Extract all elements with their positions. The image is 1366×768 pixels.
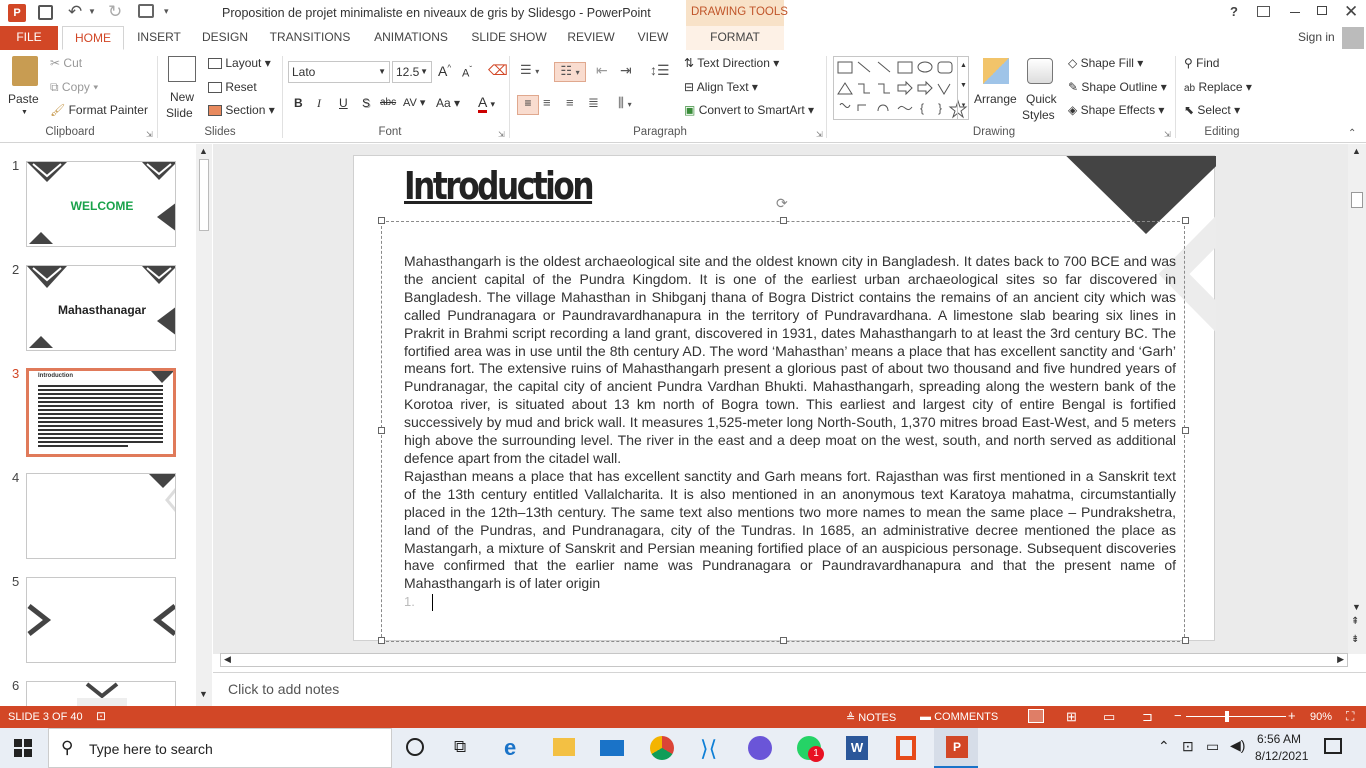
editing-group-label: Editing: [1204, 126, 1240, 138]
tab-file[interactable]: FILE: [0, 26, 58, 50]
paragraph-2: Rajasthan means a place that has excellent sanctity and Garh means fort. Rajasthan was first mentioned in a Sanskrit text of the 13th century entitled Vallalcharita. It is also mentioned in an anonymous text Karatoya mahatma, circumstantially placed in the 12th–13th century. The same text also mentions two more names to mean the same place – Pundrakshetra, land of the Pundras, and Pundranagara, city of the Tundras. In 1685, an administrative decree mentioned the place as Mastangarh, a mixture of Sanskrit and Persian meaning fortified place of an auspicious personage. Subsequent discoveries have confirmed that the earlier name was Pundranagara or Paundravardhanapura and that the present name of Mahasthangarh is of later origin: [404, 467, 1176, 592]
copy-button: ⧉ Copy ▾: [50, 80, 99, 94]
replace-label: Replace: [1198, 80, 1243, 94]
slide-thumbnail-6[interactable]: [26, 681, 176, 706]
resize-handle[interactable]: [780, 217, 787, 224]
change-case-label: Aa: [436, 96, 451, 110]
shrink-font-label: A: [462, 67, 470, 80]
slides-group-label: Slides: [204, 126, 236, 138]
replace-button[interactable]: ab Replace ▾: [1184, 80, 1252, 94]
shrink-font-button[interactable]: $A^ˇ$: [462, 65, 473, 80]
slide-3[interactable]: [353, 155, 1215, 641]
cut-label: Cut: [63, 56, 83, 70]
scroll-up-icon[interactable]: ▲: [199, 146, 208, 156]
paragraph-group-label: Paragraph: [633, 126, 687, 138]
tab-home[interactable]: HOME: [62, 26, 124, 50]
thumb-shapes: [27, 682, 176, 706]
horizontal-scrollbar[interactable]: [220, 653, 1348, 667]
clipboard-icon: [12, 56, 38, 86]
slide-thumbnail-5[interactable]: [26, 577, 176, 663]
next-slide-icon[interactable]: ⇟: [1351, 634, 1360, 645]
shape-fill-button[interactable]: ◇ Shape Fill ▾: [1068, 56, 1144, 70]
taskbar-search-box[interactable]: [48, 728, 392, 768]
zoom-out-icon[interactable]: −: [1174, 708, 1182, 723]
fit-slide-icon[interactable]: ⛶: [1346, 709, 1355, 723]
monitor-icon[interactable]: ▭: [1206, 738, 1220, 754]
align-center-icon[interactable]: ≡: [543, 95, 551, 110]
tab-slide-show[interactable]: SLIDE SHOW: [471, 30, 547, 44]
find-label: Find: [1196, 56, 1220, 70]
align-left-icon[interactable]: ≡: [517, 95, 539, 115]
shape-effects-label: Shape Effects: [1080, 103, 1156, 117]
show-hidden-icons[interactable]: ⌃: [1158, 738, 1170, 754]
gallery-scroll[interactable]: ▲ ▼ ▾: [957, 56, 969, 120]
spell-check-icon[interactable]: ⊡: [96, 709, 107, 723]
numbering-icon[interactable]: ☷ ▾: [554, 62, 586, 82]
justify-icon[interactable]: ≣: [588, 95, 599, 110]
font-color-button[interactable]: A ▾: [478, 94, 495, 110]
layout-button[interactable]: Layout ▾: [208, 56, 271, 70]
font-color-label: A: [478, 94, 487, 113]
thumb-number: 6: [12, 678, 20, 693]
window-title: Proposition de projet minimaliste en niveaux de gris by Slidesgo - PowerPoint: [222, 6, 651, 20]
notification-center-icon[interactable]: [1324, 738, 1342, 754]
slide-thumbnail-3[interactable]: [26, 368, 176, 457]
slide-thumbnail-2[interactable]: [26, 265, 176, 351]
arrange-icon: [983, 58, 1009, 84]
reset-button[interactable]: [208, 80, 257, 94]
restore-icon[interactable]: [1317, 6, 1327, 15]
font-size-value: 12.5: [396, 65, 420, 79]
find-button[interactable]: [1184, 56, 1219, 70]
font-group-label: Font: [378, 126, 402, 138]
quick-styles-button[interactable]: [1022, 56, 1062, 122]
scroll-right-icon[interactable]: ▶: [1337, 654, 1344, 664]
font-name-select[interactable]: [288, 61, 390, 83]
resize-handle[interactable]: [1182, 637, 1189, 644]
scroll-up-icon[interactable]: ▲: [1352, 146, 1361, 156]
svg-text:{: {: [920, 101, 925, 115]
shape-fill-label: Shape Fill: [1080, 56, 1134, 70]
slide-thumbnail-4[interactable]: [26, 473, 176, 559]
powerpoint-taskbar-logo: P: [946, 736, 968, 758]
copy-icon: ⧉: [50, 80, 59, 94]
mahasthanagar-text: Mahasthanagar: [57, 303, 147, 317]
section-button[interactable]: Section ▾: [208, 103, 275, 117]
search-placeholder: Type here to search: [89, 741, 213, 757]
thumb-number: 4: [12, 470, 20, 485]
tab-animations[interactable]: ANIMATIONS: [374, 30, 448, 44]
drawing-launcher-icon[interactable]: ⇲: [1164, 130, 1171, 139]
resize-handle[interactable]: [1182, 217, 1189, 224]
quick-styles-icon: [1027, 58, 1053, 84]
word-icon[interactable]: W: [846, 736, 868, 760]
previous-slide-icon[interactable]: ⇞: [1351, 616, 1360, 627]
windows-logo: [14, 739, 32, 757]
title-bar: [0, 0, 1366, 26]
notes-button[interactable]: [846, 711, 896, 724]
edge-icon[interactable]: e: [504, 735, 517, 760]
character-spacing-label: AV: [403, 97, 417, 109]
close-window-icon[interactable]: ✕: [1344, 2, 1359, 21]
section-label: Section: [225, 103, 266, 117]
zoom-level[interactable]: 90%: [1310, 711, 1333, 723]
drawing-group-label: Drawing: [972, 126, 1016, 138]
shapes-gallery[interactable]: [833, 56, 969, 120]
minimize-icon[interactable]: [1290, 12, 1300, 13]
chevron-down-icon: ▼: [378, 67, 386, 76]
ribbon-display-options-icon[interactable]: [1257, 6, 1270, 17]
new-slide-label-1: New: [170, 90, 195, 104]
thumb-scrollbar[interactable]: [196, 144, 212, 706]
scroll-left-icon[interactable]: ◀: [224, 654, 231, 664]
tab-design[interactable]: DESIGN: [201, 30, 248, 44]
clipboard-group-label: Clipboard: [45, 126, 95, 138]
ribbon-tabs: [0, 26, 1366, 50]
notes-icon: ≜: [846, 712, 856, 724]
mail-icon[interactable]: [600, 740, 624, 756]
quick-styles-label-2: Styles: [1022, 108, 1055, 122]
undo-icon[interactable]: ↶: [68, 2, 83, 21]
replace-icon: ab: [1184, 83, 1196, 94]
resize-handle[interactable]: [378, 217, 385, 224]
chrome-profile-icon[interactable]: [748, 736, 772, 760]
powerpoint-logo-icon[interactable]: P: [8, 4, 26, 22]
format-painter-label: Format Painter: [68, 103, 148, 117]
character-spacing-button[interactable]: AV ▾: [403, 97, 426, 109]
new-slide-label-2: Slide: [166, 106, 193, 120]
file-explorer-icon[interactable]: [553, 738, 575, 756]
comments-button[interactable]: [920, 711, 998, 723]
clear-formatting-icon[interactable]: ⌫: [488, 62, 508, 78]
layout-icon: [208, 58, 222, 69]
windows-start-icon[interactable]: [14, 739, 32, 757]
comments-label: COMMENTS: [934, 711, 999, 723]
office-icon[interactable]: [896, 736, 916, 760]
volume-icon[interactable]: ◀): [1230, 737, 1246, 753]
tab-format[interactable]: FORMAT: [686, 26, 784, 50]
shapes-gallery-icon: [834, 57, 970, 121]
shape-effects-button[interactable]: ◈ Shape Effects ▾: [1068, 103, 1165, 117]
grow-font-button[interactable]: A^: [438, 63, 452, 79]
tab-review[interactable]: REVIEW: [567, 30, 615, 44]
cursor-icon: ⬉: [1184, 103, 1195, 117]
redo-icon[interactable]: ↻: [108, 2, 123, 21]
scroll-down-icon[interactable]: ▼: [1352, 602, 1361, 612]
thumb-shapes: [27, 474, 176, 559]
help-icon[interactable]: ?: [1230, 4, 1238, 19]
layout-label: Layout: [225, 56, 262, 70]
font-size-select[interactable]: [392, 61, 432, 83]
task-view-icon[interactable]: ⧉: [454, 737, 467, 756]
thumb-number: 2: [12, 262, 20, 277]
brush-icon: 🖌: [50, 103, 66, 117]
resize-handle[interactable]: [780, 637, 787, 644]
vertical-scrollbar[interactable]: [1348, 144, 1366, 654]
arrange-label: Arrange: [974, 92, 1017, 106]
resize-handle[interactable]: [1182, 427, 1189, 434]
powerpoint-taskbar-icon[interactable]: [934, 728, 978, 768]
zoom-slider-track[interactable]: [1186, 716, 1286, 717]
align-text-button[interactable]: ⊟ Align Text ▾: [684, 80, 758, 94]
new-slide-icon: [168, 56, 196, 82]
list-marker: 1.: [404, 594, 415, 610]
slide-counter: SLIDE 3 OF 40: [8, 711, 83, 723]
italic-button[interactable]: I: [317, 96, 321, 110]
bold-button[interactable]: B: [294, 96, 303, 110]
notes-label: NOTES: [858, 712, 897, 724]
scroll-thumb[interactable]: [1351, 192, 1363, 208]
thumb-number: 5: [12, 574, 20, 589]
scroll-down-icon[interactable]: ▼: [199, 689, 208, 699]
smartart-icon: ▣: [684, 103, 696, 117]
collapse-ribbon-icon[interactable]: ⌃: [1348, 128, 1357, 139]
taskbar: [0, 728, 1366, 768]
change-case-button[interactable]: Aa ▾: [436, 96, 461, 110]
vscode-icon[interactable]: ⟩⟨: [700, 736, 718, 761]
notes-pane[interactable]: [213, 672, 1366, 706]
cut-button: [50, 56, 82, 70]
columns-icon[interactable]: ⫼ ▾: [618, 95, 632, 110]
slide-sorter-icon[interactable]: ⊞: [1066, 709, 1077, 724]
underline-button[interactable]: U: [339, 96, 348, 110]
normal-view-icon[interactable]: [1028, 709, 1044, 723]
reset-icon: [208, 82, 222, 93]
strikethrough-button[interactable]: abc: [380, 97, 397, 108]
font-launcher-icon[interactable]: ⇲: [498, 130, 505, 139]
clock-time[interactable]: 6:56 AM: [1257, 732, 1302, 746]
paragraph-1: Mahasthangarh is the oldest archaeological site and the oldest known city in Bangladesh. It dates back to 700 BCE and was the ancient capital of the Pundra Kingdom. It is one of the earliest urban archaeological sites so far discovered in Bangladesh. The village Mahasthan in Shibganj thana of Bogra District contains the remains of an ancient city which was called Pundranagara or Paundravardhanapura in the territory of Pundravardhana. A limestone slab bearing six lines in Prakrit in Brahmi script recording a land grant, discovered in 1931, dates Mahasthangarh to at least the 3rd century BC. The fortified area was in use until the 8th century AD. The word ‘Mahasthan’ means a place that has excellent sanctity and ‘Garh’ means fort. The extensive ruins of Mahasthangarh present a glorious past of about two thousand and five hundred years of Pundranagar, the capital city of ancient Pundra Vardhan Bhukti. Mahasthangarh, spreading along the western bank of the Korotoa river, is situated about 13 km north of Bogra town. This earliest and largest city of entire Bengal is fortified successively by mud and brick wall. It measures 1,525-meter long North-South, 1,370 mitres broad East-West, and 5 meters high above the surrounding level. The river in the east and a deep moat on the west, south, and north served as additional defence apart from the citadel wall.: [404, 253, 1176, 466]
slide-thumbnail-pane: [0, 144, 212, 706]
reading-view-icon[interactable]: ▭: [1103, 709, 1116, 724]
clock-date[interactable]: 8/12/2021: [1255, 749, 1309, 763]
thumb-number: 3: [12, 366, 20, 381]
section-icon: [208, 105, 222, 116]
body-text[interactable]: [404, 253, 1176, 611]
increase-indent-icon[interactable]: ⇥: [620, 62, 632, 78]
zoom-in-icon[interactable]: +: [1288, 708, 1296, 723]
save-icon[interactable]: [38, 5, 53, 20]
drawing-tools-label: DRAWING TOOLS: [691, 6, 788, 18]
tab-insert[interactable]: INSERT: [137, 30, 181, 44]
ribbon: [0, 50, 1366, 143]
font-name-value: Lato: [292, 65, 316, 79]
select-button[interactable]: ⬉ Select ▾: [1184, 103, 1241, 117]
paste-button[interactable]: Paste ▼: [6, 56, 44, 122]
bullets-icon[interactable]: ☰ ▾: [520, 62, 540, 77]
grow-font-label: A: [438, 63, 448, 79]
tab-view[interactable]: VIEW: [637, 30, 669, 44]
select-label: Select: [1197, 103, 1231, 117]
pen-icon: ✎: [1068, 80, 1079, 94]
comments-icon: ▬: [920, 711, 931, 723]
text-direction-icon: ⇅: [684, 56, 695, 70]
clipboard-launcher-icon[interactable]: ⇲: [146, 130, 153, 139]
slide-title[interactable]: Introduction: [404, 164, 593, 208]
slide-show-icon[interactable]: ⊐: [1142, 709, 1153, 724]
slide-thumbnail-1[interactable]: [26, 161, 176, 247]
binoculars-icon: ⚲: [1184, 56, 1193, 70]
align-text-label: Align Text: [696, 80, 749, 94]
paste-label: Paste: [8, 92, 39, 106]
new-slide-button[interactable]: [164, 56, 202, 124]
network-icon[interactable]: ⊡: [1182, 738, 1194, 754]
sign-in-link[interactable]: Sign in: [1298, 30, 1335, 44]
chrome-icon[interactable]: [650, 736, 674, 760]
whatsapp-badge: 1: [808, 746, 824, 762]
cortana-icon[interactable]: [406, 738, 424, 756]
reset-label: Reset: [225, 80, 257, 94]
text-direction-button[interactable]: ⇅ Text Direction ▾: [684, 56, 780, 70]
text-cursor: [432, 594, 433, 611]
align-text-icon: ⊟: [684, 80, 695, 94]
copy-label: Copy: [61, 80, 90, 94]
zoom-slider-thumb[interactable]: [1225, 711, 1229, 722]
customize-toolbar-icon[interactable]: ▾: [164, 6, 169, 16]
search-icon: ⚲: [61, 738, 74, 757]
thumb-title: Introduction: [38, 373, 73, 379]
status-bar: [0, 706, 1366, 728]
thumb-shapes: [29, 371, 173, 454]
text-direction-label: Text Direction: [697, 56, 770, 70]
thumb-number: 1: [12, 158, 20, 173]
format-painter-button[interactable]: [50, 103, 148, 117]
resize-handle[interactable]: [378, 427, 385, 434]
resize-handle[interactable]: [378, 637, 385, 644]
start-from-beginning-icon[interactable]: [138, 4, 154, 18]
convert-smartart-label: Convert to SmartArt: [698, 103, 805, 117]
convert-smartart-button[interactable]: ▣ Convert to SmartArt ▾: [684, 103, 815, 117]
notes-placeholder: Click to add notes: [228, 681, 340, 697]
user-avatar[interactable]: [1342, 27, 1364, 49]
arrange-button[interactable]: [974, 56, 1020, 122]
rotate-handle-icon[interactable]: ⟳: [776, 195, 788, 211]
svg-text:}: }: [938, 101, 943, 115]
scissors-icon: ✂: [50, 56, 61, 70]
line-spacing-icon[interactable]: ↕☰: [650, 62, 670, 78]
align-right-icon[interactable]: ≡: [566, 95, 574, 110]
welcome-text: WELCOME: [70, 199, 134, 213]
shape-outline-label: Shape Outline: [1081, 80, 1158, 94]
paragraph-launcher-icon[interactable]: ⇲: [816, 130, 823, 139]
shadow-button[interactable]: S: [362, 96, 371, 110]
chevron-down-icon: ▼: [420, 67, 428, 76]
thumb-shapes: [27, 578, 176, 663]
tab-transitions[interactable]: TRANSITIONS: [269, 30, 351, 44]
decrease-indent-icon[interactable]: ⇤: [596, 62, 608, 78]
quick-styles-label-1: Quick: [1026, 92, 1057, 106]
scroll-thumb[interactable]: [199, 159, 209, 231]
effects-icon: ◈: [1068, 103, 1078, 117]
undo-dropdown-icon[interactable]: ▼: [88, 7, 96, 16]
empty-list-item: [404, 593, 1176, 611]
paint-bucket-icon: ◇: [1068, 56, 1078, 70]
shape-outline-button[interactable]: ✎ Shape Outline ▾: [1068, 80, 1167, 94]
